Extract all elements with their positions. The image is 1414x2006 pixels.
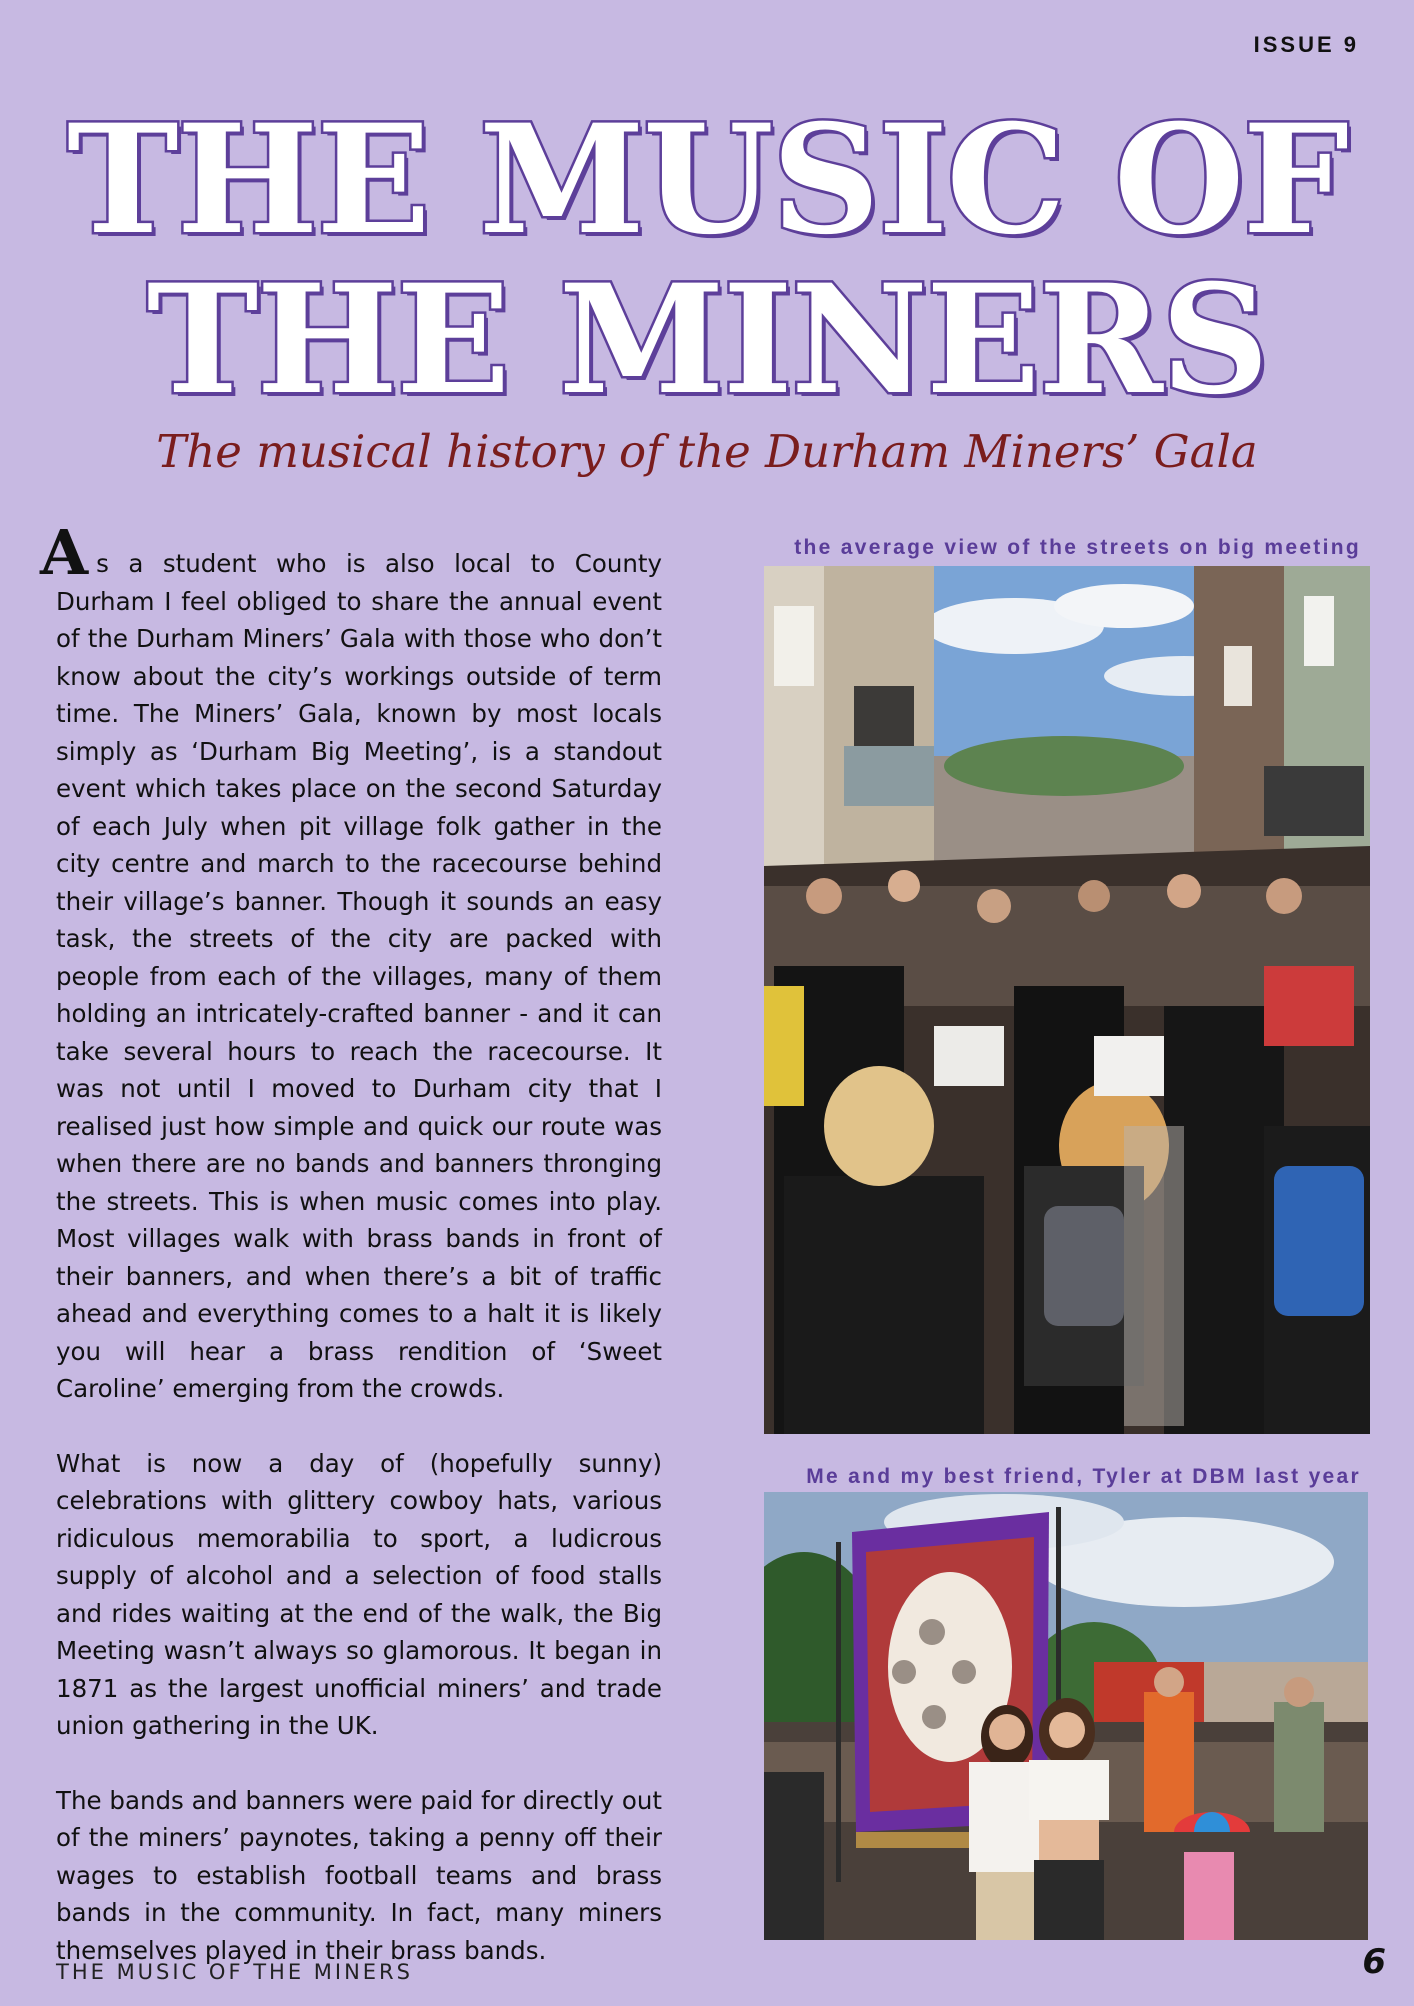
page-number: 6 — [1362, 1942, 1386, 1982]
title-line-2: THE MINERS — [146, 252, 1268, 428]
title-line-1: THE MUSIC OF — [66, 92, 1347, 268]
page-subtitle: The musical history of the Durham Miners’ Gala — [156, 425, 1258, 478]
article-body — [40, 516, 662, 2006]
photo-caption-1: the average view of the streets on big meeting — [794, 536, 1361, 559]
banner-friends-illustration — [764, 1492, 1368, 1940]
paragraph-1-text: s a student who is also local to County Durham I feel obliged to share the annual event of the Durham Miners’ Gala with those who don’t know about the city’s workings outside of term time. The Miners’ Gala, known by most locals simply as ‘Durham Big Meeting’, is a standout event which takes place on the second Saturday of each July when pit village folk gather in the city centre and march to the racecourse behind their village’s banner. Though it sounds an easy task, the streets of the city are packed with people from each of the villages, many of them holding an intricately-crafted banner - and it can take several hours to reach the racecourse. It was not until I moved to Durham city that I realised just how simple and quick our route was when there are no bands and banners thronging the streets. This is when music comes into play. Most villages walk with brass bands in front of their banners, and when there’s a bit of traffic ahead and everything comes to a halt it is likely you will hear a brass rendition of ‘Sweet Caroline’ emerging from the crowds. — [56, 549, 662, 1403]
street-crowd-photo — [764, 566, 1370, 1434]
article-paragraph-3: The bands and banners were paid for directly out of the miners’ paynotes, taking a penny off their wages to establish football teams and brass bands in the community. In fact, many miners themselves played in their brass bands. — [56, 1785, 662, 1965]
page-title — [0, 92, 1414, 428]
drop-cap: A — [40, 516, 89, 589]
banner-friends-photo — [764, 1492, 1368, 1940]
article-paragraph-2: What is now a day of (hopefully sunny) celebrations with glittery cowboy hats, various ridiculous memorabilia to sport, a ludicrous supply of alcohol and a selection of food stalls and rides waiting at the end of the walk, the Big Meeting wasn’t always so glamorous. It began in 1871 as the largest unofficial miners’ and trade union gathering in the UK. — [56, 1448, 662, 1740]
photo-caption-2: Me and my best friend, Tyler at DBM last year — [806, 1465, 1361, 1488]
street-crowd-illustration — [764, 566, 1370, 1434]
issue-number: ISSUE 9 — [1253, 32, 1359, 57]
article-paragraph-1 — [40, 516, 662, 1408]
footer-section-label: THE MUSIC OF THE MINERS — [56, 1960, 413, 1984]
